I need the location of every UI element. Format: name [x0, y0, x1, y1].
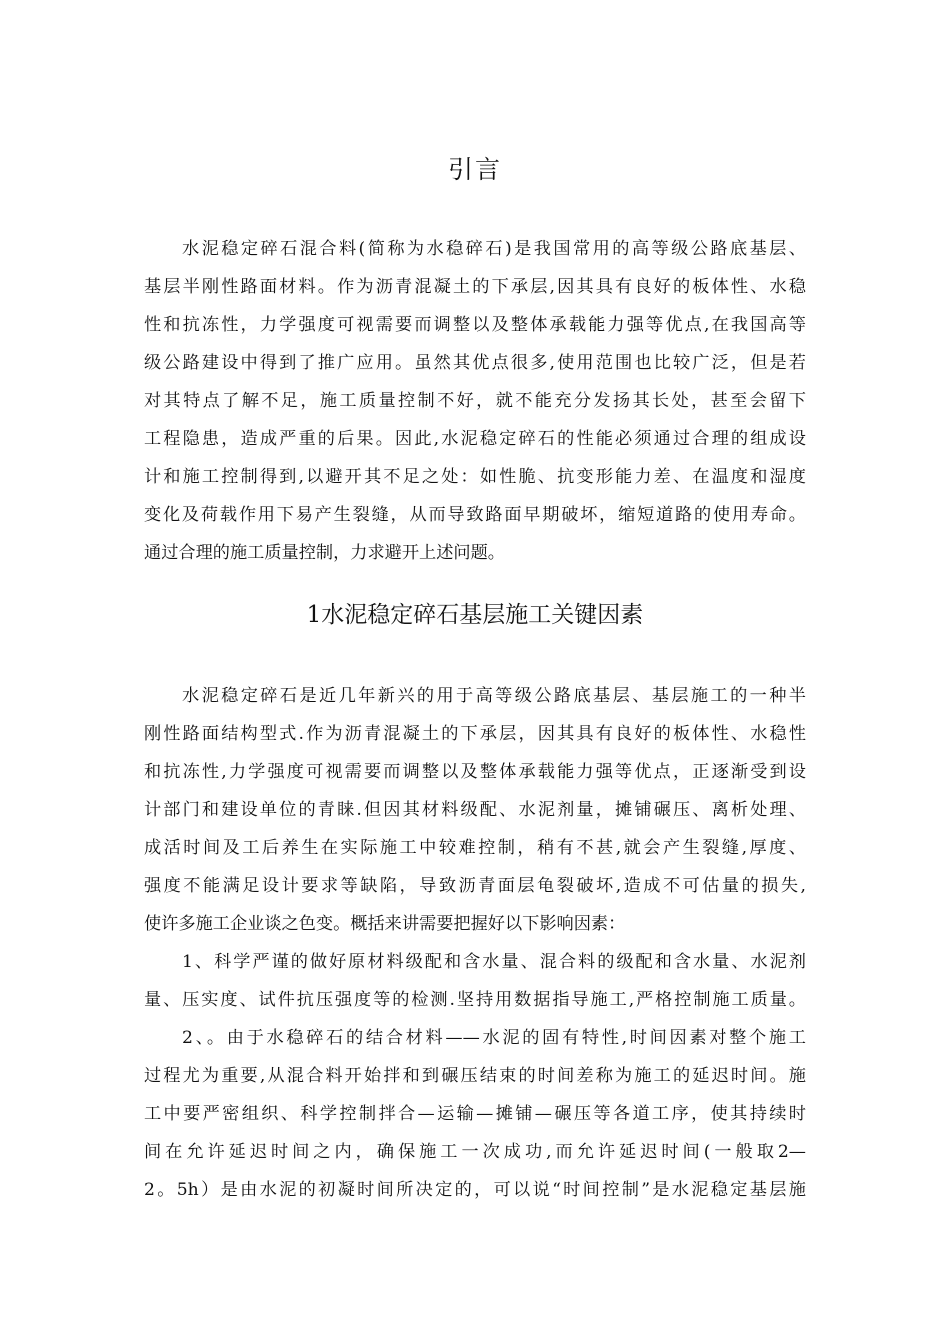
paragraph-line: 对其特点了解不足，施工质量控制不好，就不能充分发扬其长处，甚至会留下	[144, 391, 806, 411]
paragraph-line: 成活时间及工后养生在实际施工中较难控制，稍有不甚,就会产生裂缝,厚度、	[144, 838, 806, 858]
paragraph-line: 使许多施工企业谈之色变。概括来讲需要把握好以下影响因素：	[144, 914, 626, 934]
paragraph-line: 计部门和建设单位的青睐.但因其材料级配、水泥剂量，摊铺碾压、离析处理、	[144, 800, 806, 820]
paragraph-line: 基层半刚性路面材料。作为沥青混凝土的下承层,因其具有良好的板体性、水稳	[144, 277, 806, 297]
list-item-line: 2。5h）是由水泥的初凝时间所决定的，可以说“时间控制”是水泥稳定基层施	[144, 1180, 806, 1200]
section1-body	[144, 677, 806, 1209]
paragraph-line: 级公路建设中得到了推广应用。虽然其优点很多,使用范围也比较广泛，但是若	[144, 353, 806, 373]
paragraph-line: 性和抗冻性，力学强度可视需要而调整以及整体承载能力强等优点,在我国高等	[144, 315, 806, 335]
paragraph-line: 水泥稳定碎石混合料(简称为水稳碎石)是我国常用的高等级公路底基层、	[182, 239, 806, 259]
intro-paragraph	[144, 230, 806, 572]
list-item-line: 1、科学严谨的做好原材料级配和含水量、混合料的级配和含水量、水泥剂	[182, 952, 806, 972]
list-item-line: 工中要严密组织、科学控制拌合—运输—摊铺—碾压等各道工序，使其持续时	[144, 1104, 806, 1124]
paragraph-line: 刚性路面结构型式.作为沥青混凝土的下承层，因其具有良好的板体性、水稳性	[144, 724, 806, 744]
paragraph-line: 强度不能满足设计要求等缺陷，导致沥青面层龟裂破坏,造成不可估量的损失,	[144, 876, 806, 896]
list-item-line: 过程尤为重要,从混合料开始拌和到碾压结束的时间差称为施工的延迟时间。施	[144, 1066, 806, 1086]
paragraph-line: 水泥稳定碎石是近几年新兴的用于高等级公路底基层、基层施工的一种半	[182, 686, 806, 706]
document-title: 引言	[447, 155, 502, 184]
list-item-line: 量、压实度、试件抗压强度等的检测.坚持用数据指导施工,严格控制施工质量。	[144, 990, 806, 1010]
section-heading: 1水泥稳定碎石基层施工关键因素	[306, 602, 644, 628]
paragraph-line: 工程隐患，造成严重的后果。因此,水泥稳定碎石的性能必须通过合理的组成设	[144, 429, 806, 449]
list-item-line: 间在允许延迟时间之内，确保施工一次成功,而允许延迟时间(一般取2—	[144, 1142, 806, 1162]
paragraph-line: 通过合理的施工质量控制，力求避开上述问题。	[144, 543, 505, 563]
paragraph-line: 和抗冻性,力学强度可视需要而调整以及整体承载能力强等优点，正逐渐受到设	[144, 762, 806, 782]
paragraph-line: 变化及荷载作用下易产生裂缝，从而导致路面早期破坏，缩短道路的使用寿命。	[144, 505, 806, 525]
list-item-line: 2、。由于水稳碎石的结合材料——水泥的固有特性,时间因素对整个施工	[182, 1028, 806, 1048]
paragraph-line: 计和施工控制得到,以避开其不足之处：如性脆、抗变形能力差、在温度和湿度	[144, 467, 806, 487]
